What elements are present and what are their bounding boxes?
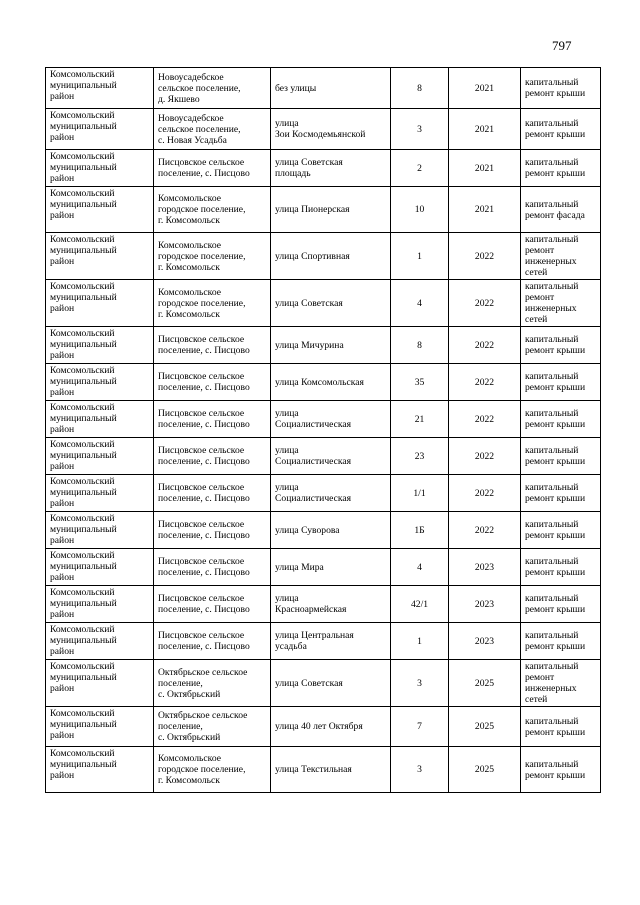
work-type-line: капитальный (525, 593, 579, 604)
work-type-line: капитальный (525, 118, 579, 129)
district-line: муниципальный (50, 376, 117, 387)
district-line: район (50, 132, 75, 143)
district-line: район (50, 256, 75, 267)
district-line: район (50, 683, 75, 694)
street-cell (271, 187, 391, 233)
settlement-line: Писцовское сельское (158, 408, 245, 419)
year-cell: 2022 (449, 327, 521, 364)
district-line: муниципальный (50, 759, 117, 770)
table-row (46, 586, 601, 623)
settlement-line: г. Комсомольск (158, 261, 220, 273)
street-line: улица Текстильная (275, 764, 352, 775)
house-number-cell: 4 (391, 280, 449, 327)
year-cell: 2022 (449, 512, 521, 549)
settlement-line: поселение, с. Писцово (158, 419, 250, 430)
table-row (46, 364, 601, 401)
district-line: Комсомольский (50, 365, 115, 376)
work-type-line: ремонт фасада (525, 209, 585, 221)
work-type-line: капитальный (525, 715, 579, 727)
settlement-line: Комсомольское (158, 753, 221, 764)
table-row (46, 707, 601, 747)
settlement-cell (154, 623, 271, 660)
street-line: улица Мичурина (275, 339, 344, 351)
settlement-line: сельское поселение, (158, 123, 241, 135)
district-line: муниципальный (50, 635, 117, 646)
settlement-line: Писцовское сельское (158, 630, 245, 641)
district-line: муниципальный (50, 339, 117, 350)
year-cell: 2025 (449, 747, 521, 793)
street-cell (271, 623, 391, 660)
table-row (46, 68, 601, 109)
settlement-line: г. Комсомольск (158, 215, 220, 226)
work-type-line: ремонт крыши (525, 88, 586, 99)
settlement-line: сельское поселение, (158, 82, 241, 94)
settlement-line: поселение, с. Писцово (158, 567, 250, 578)
street-line: Зои Космодемьянской (275, 129, 366, 140)
house-number-cell: 1/1 (391, 475, 449, 512)
year-cell: 2022 (449, 280, 521, 327)
house-number-cell: 23 (391, 438, 449, 475)
settlement-line: Писцовское сельское (158, 519, 245, 530)
district-line: муниципальный (50, 598, 117, 609)
district-cell (46, 233, 154, 280)
district-line: муниципальный (50, 561, 117, 572)
district-line: Комсомольский (50, 748, 115, 759)
work-type-cell (521, 707, 601, 747)
work-type-line: ремонт (525, 672, 555, 683)
settlement-line: Новоусадебское (158, 112, 224, 124)
settlement-cell (154, 327, 271, 364)
street-line: улица Мира (275, 561, 324, 573)
district-cell (46, 623, 154, 660)
work-type-line: сетей (525, 267, 548, 278)
district-line: Комсомольский (50, 587, 115, 598)
settlement-cell (154, 747, 271, 793)
district-line: Комсомольский (50, 281, 115, 292)
work-type-line: ремонт крыши (525, 530, 586, 541)
settlement-line: поселение, с. Писцово (158, 456, 250, 467)
settlement-cell (154, 707, 271, 747)
district-line: муниципальный (50, 719, 117, 730)
district-cell (46, 438, 154, 475)
district-cell (46, 327, 154, 364)
district-line: муниципальный (50, 80, 117, 91)
district-line: муниципальный (50, 292, 117, 303)
district-line: Комсомольский (50, 151, 115, 162)
work-type-cell (521, 401, 601, 438)
street-cell (271, 68, 391, 109)
house-number-cell: 8 (391, 68, 449, 109)
settlement-line: Комсомольское (158, 193, 221, 204)
work-type-line: капитальный (525, 281, 579, 292)
work-type-line: капитальный (525, 661, 579, 672)
house-number-cell: 1 (391, 233, 449, 280)
year-cell: 2021 (449, 187, 521, 233)
street-line: улица Спортивная (275, 250, 350, 262)
street-line: Социалистическая (275, 419, 352, 430)
district-line: район (50, 424, 75, 435)
work-type-line: капитальный (525, 371, 579, 382)
settlement-cell (154, 586, 271, 623)
district-cell (46, 707, 154, 747)
district-line: район (50, 350, 75, 361)
work-type-line: ремонт крыши (525, 726, 586, 738)
settlement-line: городское поселение, (158, 250, 246, 262)
settlement-line: поселение, с. Писцово (158, 168, 250, 179)
table-row (46, 512, 601, 549)
street-line: улица Пионерская (275, 204, 350, 215)
settlement-cell (154, 187, 271, 233)
work-type-cell (521, 660, 601, 707)
work-type-line: ремонт крыши (525, 419, 586, 430)
district-line: район (50, 461, 75, 472)
street-cell (271, 586, 391, 623)
work-type-line: капитальный (525, 334, 579, 345)
street-line: улица (275, 118, 299, 129)
table-row (46, 150, 601, 187)
street-line: Социалистическая (275, 456, 352, 467)
year-cell: 2022 (449, 475, 521, 512)
settlement-line: г. Комсомольск (158, 308, 220, 320)
house-number-cell: 7 (391, 707, 449, 747)
street-line: улица 40 лет Октября (275, 721, 363, 732)
settlement-line: Октябрьское сельское (158, 666, 248, 678)
work-type-cell (521, 475, 601, 512)
district-line: район (50, 770, 75, 781)
work-type-line: ремонт крыши (525, 641, 586, 652)
table-row (46, 233, 601, 280)
settlement-cell (154, 150, 271, 187)
district-line: район (50, 173, 75, 184)
table-row (46, 549, 601, 586)
house-number-cell: 2 (391, 150, 449, 187)
district-cell (46, 747, 154, 793)
settlement-cell (154, 401, 271, 438)
district-line: муниципальный (50, 450, 117, 461)
district-line: район (50, 387, 75, 398)
district-line: Комсомольский (50, 439, 115, 450)
settlement-cell (154, 109, 271, 150)
work-type-cell (521, 623, 601, 660)
house-number-cell: 8 (391, 327, 449, 364)
settlement-line: поселение, (158, 721, 203, 732)
settlement-line: Писцовское сельское (158, 482, 245, 493)
settlement-line: поселение, с. Писцово (158, 641, 250, 652)
district-line: Комсомольский (50, 476, 115, 487)
year-cell: 2021 (449, 109, 521, 150)
year-cell: 2021 (449, 68, 521, 109)
district-line: район (50, 498, 75, 509)
house-number-cell: 3 (391, 109, 449, 150)
work-type-line: капитальный (525, 556, 579, 567)
work-type-line: капитальный (525, 234, 579, 245)
street-cell (271, 150, 391, 187)
settlement-cell (154, 475, 271, 512)
settlement-line: Писцовское сельское (158, 157, 245, 168)
settlement-cell (154, 280, 271, 327)
work-type-line: ремонт (525, 292, 555, 303)
work-type-cell (521, 109, 601, 150)
settlement-line: городское поселение, (158, 297, 246, 309)
street-line: без улицы (275, 82, 317, 94)
district-line: Комсомольский (50, 550, 115, 561)
district-cell (46, 364, 154, 401)
settlement-line: городское поселение, (158, 204, 246, 215)
work-type-line: ремонт крыши (525, 345, 586, 356)
settlement-line: Писцовское сельское (158, 556, 245, 567)
work-type-line: инженерных (525, 303, 577, 314)
settlement-line: д. Якшево (158, 93, 200, 105)
street-cell (271, 233, 391, 280)
district-line: Комсомольский (50, 69, 115, 80)
table-row (46, 401, 601, 438)
settlement-cell (154, 512, 271, 549)
settlement-line: Новоусадебское (158, 71, 224, 83)
district-line: Комсомольский (50, 661, 115, 672)
table-row (46, 475, 601, 512)
settlement-line: поселение, (158, 677, 203, 689)
work-type-line: капитальный (525, 408, 579, 419)
settlement-line: Комсомольское (158, 239, 221, 251)
year-cell: 2021 (449, 150, 521, 187)
work-type-line: ремонт крыши (525, 493, 586, 504)
street-line: площадь (275, 168, 311, 179)
settlement-line: Комсомольское (158, 286, 221, 298)
district-line: Комсомольский (50, 708, 115, 719)
settlement-line: Писцовское сельское (158, 593, 245, 604)
street-cell (271, 707, 391, 747)
work-type-line: ремонт крыши (525, 604, 586, 615)
year-cell: 2022 (449, 364, 521, 401)
street-line: Социалистическая (275, 493, 352, 504)
work-type-line: инженерных (525, 683, 577, 694)
house-number-cell: 1 (391, 623, 449, 660)
work-type-cell (521, 364, 601, 401)
settlement-line: поселение, с. Писцово (158, 493, 250, 504)
district-cell (46, 660, 154, 707)
work-type-cell (521, 586, 601, 623)
work-type-line: капитальный (525, 198, 579, 210)
district-line: район (50, 730, 75, 741)
settlement-line: поселение, с. Писцово (158, 604, 250, 615)
district-cell (46, 512, 154, 549)
district-line: район (50, 303, 75, 314)
work-type-line: ремонт крыши (525, 769, 586, 781)
table-row (46, 109, 601, 150)
district-line: муниципальный (50, 199, 117, 210)
work-type-line: капитальный (525, 519, 579, 530)
street-cell (271, 364, 391, 401)
work-type-line: сетей (525, 314, 548, 325)
district-line: район (50, 210, 75, 221)
house-number-cell: 42/1 (391, 586, 449, 623)
work-type-cell (521, 187, 601, 233)
district-line: муниципальный (50, 672, 117, 683)
work-type-line: капитальный (525, 630, 579, 641)
house-number-cell: 3 (391, 660, 449, 707)
settlement-line: Писцовское сельское (158, 445, 245, 456)
district-line: район (50, 646, 75, 657)
street-line: улица (275, 482, 299, 493)
settlement-line: с. Октябрьский (158, 732, 221, 743)
district-line: муниципальный (50, 487, 117, 498)
work-type-line: ремонт крыши (525, 382, 586, 393)
table-body (46, 68, 601, 793)
settlement-cell (154, 660, 271, 707)
work-type-line: капитальный (525, 445, 579, 456)
street-cell (271, 660, 391, 707)
table-row (46, 660, 601, 707)
work-type-cell (521, 512, 601, 549)
work-type-cell (521, 68, 601, 109)
district-line: муниципальный (50, 121, 117, 132)
settlement-line: Писцовское сельское (158, 371, 245, 382)
street-line: улица Центральная (275, 630, 354, 641)
year-cell: 2022 (449, 233, 521, 280)
table-row (46, 747, 601, 793)
street-line: усадьба (275, 641, 307, 652)
district-line: Комсомольский (50, 234, 115, 245)
work-type-cell (521, 327, 601, 364)
work-type-line: капитальный (525, 77, 579, 88)
district-line: район (50, 609, 75, 620)
street-line: улица (275, 445, 299, 456)
work-type-line: ремонт крыши (525, 168, 586, 179)
year-cell: 2022 (449, 438, 521, 475)
district-line: район (50, 535, 75, 546)
district-line: муниципальный (50, 413, 117, 424)
street-line: улица (275, 408, 299, 419)
settlement-line: г. Комсомольск (158, 775, 220, 786)
district-cell (46, 549, 154, 586)
year-cell: 2025 (449, 707, 521, 747)
district-line: муниципальный (50, 162, 117, 173)
street-cell (271, 327, 391, 364)
house-number-cell: 35 (391, 364, 449, 401)
district-line: Комсомольский (50, 328, 115, 339)
settlement-line: Октябрьское сельское (158, 710, 248, 721)
street-cell (271, 475, 391, 512)
street-cell (271, 512, 391, 549)
street-line: улица Суворова (275, 524, 340, 536)
district-line: муниципальный (50, 524, 117, 535)
table-row (46, 438, 601, 475)
district-cell (46, 280, 154, 327)
street-cell (271, 280, 391, 327)
work-type-line: сетей (525, 694, 548, 705)
district-line: Комсомольский (50, 624, 115, 635)
district-cell (46, 68, 154, 109)
work-type-cell (521, 438, 601, 475)
year-cell: 2022 (449, 401, 521, 438)
district-cell (46, 150, 154, 187)
district-cell (46, 401, 154, 438)
work-type-line: капитальный (525, 482, 579, 493)
housing-repair-table (45, 67, 601, 793)
settlement-cell (154, 549, 271, 586)
street-line: улица Советская (275, 677, 343, 689)
house-number-cell: 1Б (391, 512, 449, 549)
district-line: Комсомольский (50, 188, 115, 199)
table-row (46, 623, 601, 660)
street-line: улица Комсомольская (275, 376, 364, 388)
work-type-line: ремонт крыши (525, 456, 586, 467)
year-cell: 2023 (449, 549, 521, 586)
work-type-line: капитальный (525, 758, 579, 770)
work-type-cell (521, 549, 601, 586)
table-row (46, 187, 601, 233)
work-type-cell (521, 233, 601, 280)
settlement-line: поселение, с. Писцово (158, 382, 250, 393)
settlement-line: городское поселение, (158, 764, 246, 775)
district-line: Комсомольский (50, 110, 115, 121)
district-line: район (50, 91, 75, 102)
street-line: Красноармейская (275, 604, 347, 615)
year-cell: 2025 (449, 660, 521, 707)
work-type-cell (521, 150, 601, 187)
street-cell (271, 747, 391, 793)
settlement-line: Писцовское сельское (158, 334, 245, 345)
house-number-cell: 4 (391, 549, 449, 586)
street-line: улица (275, 593, 299, 604)
district-line: Комсомольский (50, 402, 115, 413)
settlement-cell (154, 68, 271, 109)
page-number: 797 (552, 38, 572, 53)
house-number-cell: 3 (391, 747, 449, 793)
work-type-cell (521, 747, 601, 793)
street-cell (271, 401, 391, 438)
table-row (46, 327, 601, 364)
work-type-line: ремонт (525, 245, 555, 256)
settlement-cell (154, 438, 271, 475)
work-type-line: капитальный (525, 157, 579, 168)
year-cell: 2023 (449, 586, 521, 623)
work-type-line: ремонт крыши (525, 567, 586, 578)
district-cell (46, 475, 154, 512)
district-line: муниципальный (50, 245, 117, 256)
settlement-line: с. Октябрьский (158, 688, 221, 700)
work-type-line: ремонт крыши (525, 129, 586, 140)
house-number-cell: 10 (391, 187, 449, 233)
district-line: район (50, 572, 75, 583)
street-cell (271, 549, 391, 586)
street-line: улица Советская (275, 297, 343, 309)
district-line: Комсомольский (50, 513, 115, 524)
work-type-cell (521, 280, 601, 327)
street-cell (271, 109, 391, 150)
street-line: улица Советская (275, 157, 343, 168)
settlement-cell (154, 364, 271, 401)
house-number-cell: 21 (391, 401, 449, 438)
district-cell (46, 109, 154, 150)
settlement-line: поселение, с. Писцово (158, 345, 250, 356)
table-row (46, 280, 601, 327)
street-cell (271, 438, 391, 475)
settlement-line: с. Новая Усадьба (158, 134, 227, 146)
settlement-line: поселение, с. Писцово (158, 530, 250, 541)
district-cell (46, 586, 154, 623)
year-cell: 2023 (449, 623, 521, 660)
district-cell (46, 187, 154, 233)
work-type-line: инженерных (525, 256, 577, 267)
settlement-cell (154, 233, 271, 280)
